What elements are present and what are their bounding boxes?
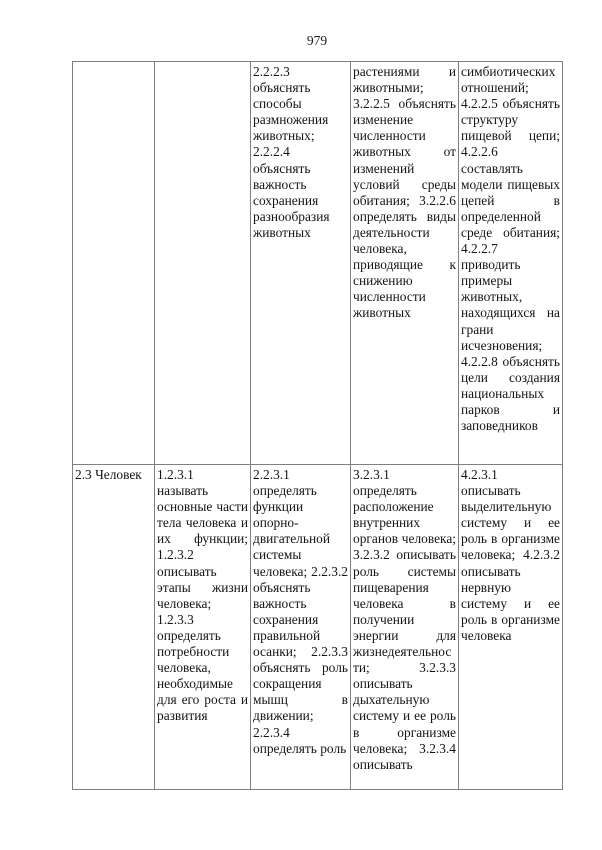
table-cell-grade1 <box>155 62 251 465</box>
table-cell-section <box>73 62 155 465</box>
table-row <box>73 62 563 465</box>
table-cell-grade4: 4.2.3.1 описывать выделительную систему и ее роль в организме человека; 4.2.3.2 описывать нервную систему и ее роль в организме человека <box>459 465 563 790</box>
table-cell-grade1: 1.2.3.1 называть основные части тела человека и их функции; 1.2.3.2 описывать этапы жизни человека; 1.2.3.3 определять потребности человека, необходимые для его роста и развития <box>155 465 251 790</box>
table-cell-section: 2.3 Человек <box>73 465 155 790</box>
table-cell-grade2: 2.2.3.1 определять функции опорно-двигательной системы человека; 2.2.3.2 объяснять важность сохранения правильной осанки; 2.2.3.3 объяснять роль сокращения мышц в движении; 2.2.3.4 определять роль <box>251 465 351 790</box>
table-cell-grade4: симбиотических отношений; 4.2.2.5 объяснять структуру пищевой цепи; 4.2.2.6 составлять модели пищевых цепей в определенной среде обитания; 4.2.2.7 приводить примеры животных, находящихся на грани исчезновения; 4.2.2.8 объяснять цели создания национальных парков и заповедников <box>459 62 563 465</box>
page-number: 979 <box>306 33 328 48</box>
table-cell-grade2: 2.2.2.3 объяснять способы размножения животных; 2.2.2.4 объяснять важность сохранения разнообразия животных <box>251 62 351 465</box>
curriculum-objectives-table <box>72 61 563 790</box>
table-cell-grade3: растениями и животными; 3.2.2.5 объяснять изменение численности животных от изменений условий среды обитания; 3.2.2.6 определять виды деятельности человека, приводящие к снижению численности животных <box>351 62 459 465</box>
table-cell-grade3: 3.2.3.1 определять расположение внутренних органов человека; 3.2.3.2 описывать роль системы пищеварения человека в получении энергии для жизнедеятельности; 3.2.3.3 описывать дыхательную систему и ее роль в организме человека; 3.2.3.4 описывать <box>351 465 459 790</box>
table-row <box>73 465 563 790</box>
